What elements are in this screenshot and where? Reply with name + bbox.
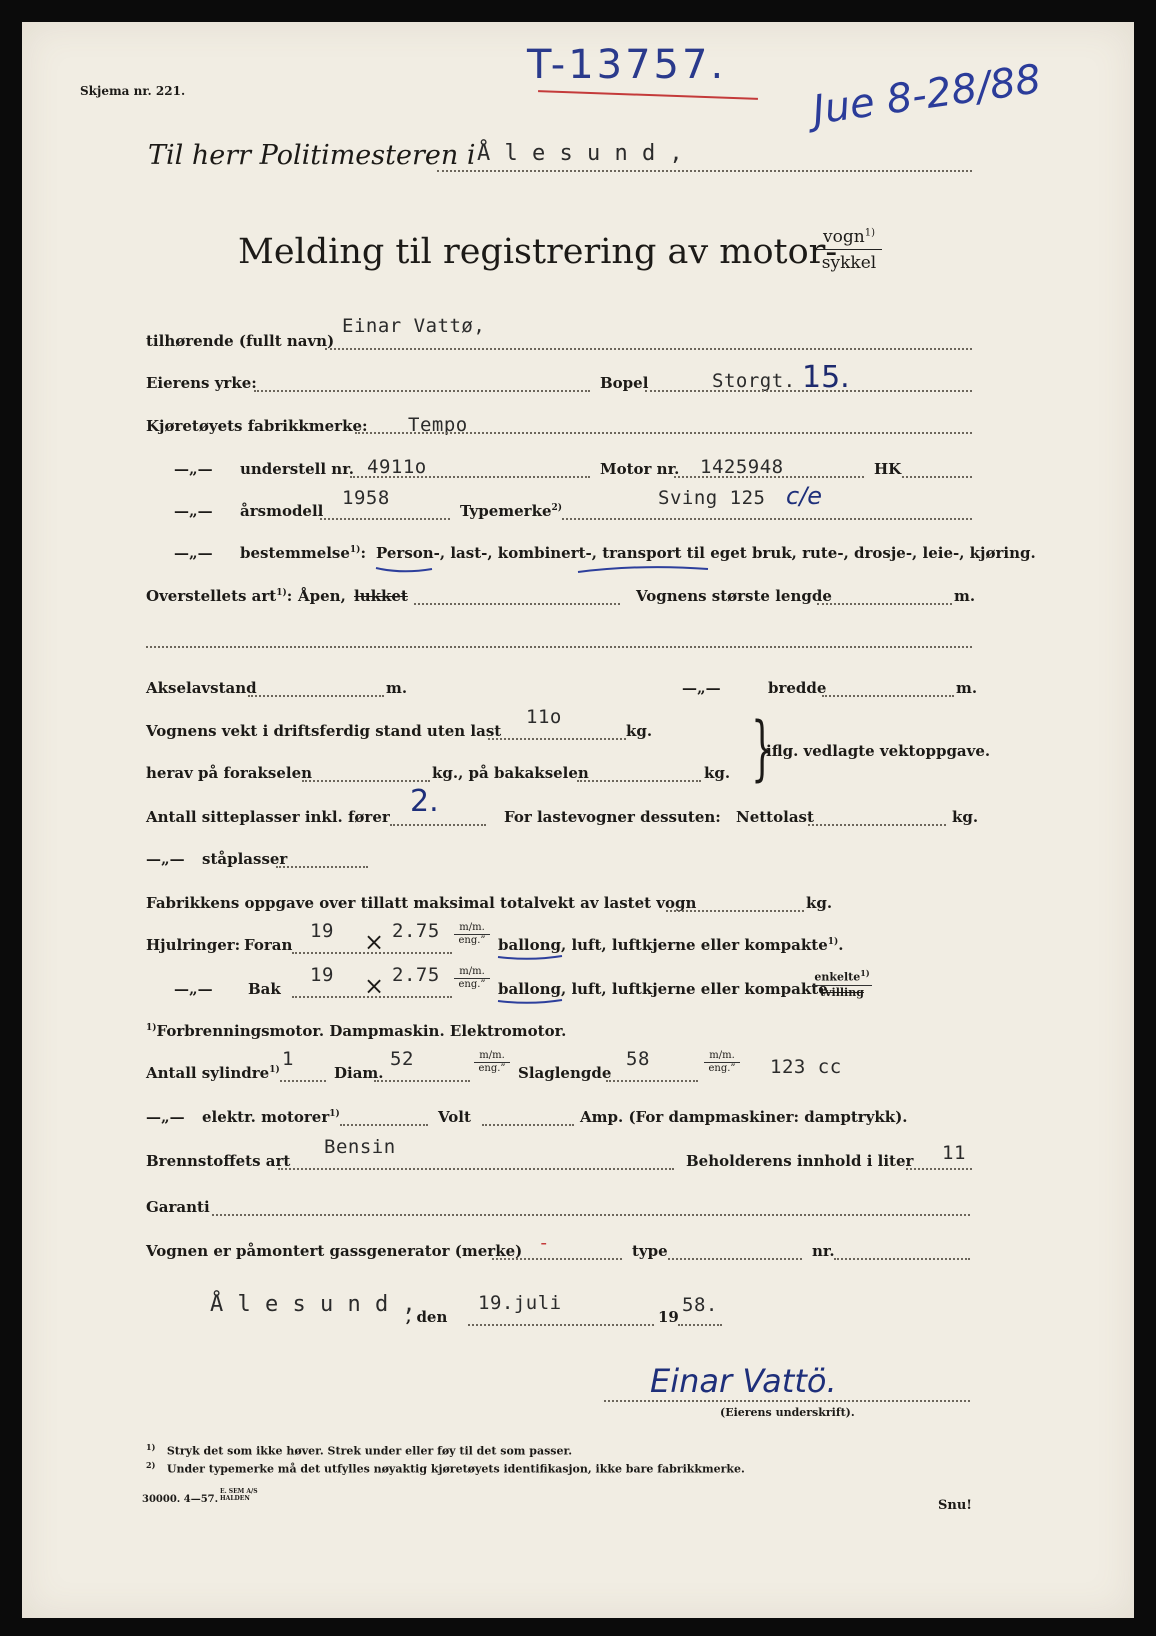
chassis-line — [350, 476, 590, 478]
purpose-mark-transport — [578, 567, 708, 572]
elec-line — [340, 1124, 428, 1126]
footnote-1 — [146, 1442, 572, 1458]
front-axle-label: herav på forakselen — [146, 764, 313, 782]
wheels-rear-b: 2.75 — [392, 964, 440, 986]
rear-axle-label: kg., på bakakselen — [432, 764, 589, 782]
type-sup: 2) — [551, 503, 563, 513]
volt-label: Volt — [438, 1108, 471, 1126]
engine-types — [146, 1022, 566, 1040]
cyl-label — [146, 1064, 280, 1082]
wheels-front-sup: 1) — [827, 937, 839, 947]
owner-line — [325, 348, 972, 350]
printer-code: 30000. 4—57. — [142, 1494, 219, 1505]
cargo-label: For lastevogner dessuten: — [504, 808, 721, 826]
occupation-line — [254, 390, 590, 392]
footnote-1-mark: 1) — [146, 1442, 156, 1452]
seats-line — [390, 824, 486, 826]
wheelbase-unit: m. — [386, 679, 408, 697]
diam-line — [374, 1080, 470, 1082]
owner-signature: Einar Vattö. — [650, 1362, 837, 1400]
type-label-text: Typemerke — [460, 502, 552, 520]
case-number: T-13757. — [527, 42, 727, 88]
purpose-sup: 1) — [349, 545, 361, 555]
body-sup: 1) — [276, 588, 287, 598]
purpose-label-text: bestemmelse — [240, 544, 350, 562]
length-line — [817, 603, 952, 605]
standing-line — [276, 866, 368, 868]
diam-unit-top: m/m. — [474, 1050, 510, 1063]
form-title: Melding til registrering av motor- — [238, 232, 838, 272]
motor-value: 1425948 — [700, 456, 784, 478]
ditto-year: —„— — [174, 502, 213, 520]
purpose-sep: : — [360, 544, 366, 562]
wheels-front-mark — [498, 956, 562, 959]
body-label — [146, 587, 292, 605]
diam-unit-bottom: eng.” — [478, 1063, 506, 1074]
wheelbase-line — [248, 695, 384, 697]
amp-label: Amp. (For dampmaskiner: damptrykk). — [580, 1108, 908, 1126]
form-number: Skjema nr. 221. — [80, 84, 186, 98]
printer-name-bottom: HALDEN — [220, 1495, 250, 1502]
signature-place: Å l e s u n d , — [210, 1292, 417, 1317]
owner-value: Einar Vattø, — [342, 315, 486, 337]
red-underline — [538, 90, 758, 100]
wheels-twin: tvilling — [820, 985, 864, 999]
type-label — [460, 502, 562, 520]
make-label: Kjøretøyets fabrikkmerke: — [146, 417, 368, 435]
weight-brace: } — [751, 707, 774, 789]
footnote-2-text: Under typemerke må det utfylles nøyaktig kjøretøyets identifikasjon, ikke bare fabrikkmerke. — [166, 1462, 745, 1476]
wheelbase-label: Akselavstand — [146, 679, 257, 697]
wheels-rear-fraction — [812, 966, 872, 1000]
ditto-purpose: —„— — [174, 544, 213, 562]
title-frac-sup: 1) — [864, 227, 875, 239]
elec-sup: 1) — [329, 1109, 340, 1119]
stroke-value: 58 — [626, 1048, 650, 1070]
wheels-single — [812, 966, 872, 986]
weight-label: Vognens vekt i driftsferdig stand uten last — [146, 722, 502, 740]
standing-label: ståplasser — [202, 850, 288, 868]
owner-label: tilhørende (fullt navn) — [146, 332, 335, 350]
make-line — [355, 432, 972, 434]
net-label: Nettolast — [736, 808, 814, 826]
length-label: Vognens største lengde — [636, 587, 832, 605]
tank-label: Beholderens innhold i liter — [686, 1152, 914, 1170]
gas-label: Vognen er påmontert gassgenerator (merke) — [146, 1242, 523, 1260]
front-axle-line — [302, 780, 430, 782]
address-line — [645, 390, 972, 392]
cyl-sup: 1) — [269, 1065, 280, 1075]
year-label: årsmodell — [240, 502, 324, 520]
wheels-rear-unit — [454, 966, 490, 991]
turn-page: Snu! — [938, 1498, 972, 1513]
ditto-chassis: —„— — [174, 460, 213, 478]
address-label: Bopel — [600, 374, 649, 392]
diam-value: 52 — [390, 1048, 414, 1070]
ditto-elec: —„— — [146, 1108, 185, 1126]
weight-unit: kg. — [626, 722, 653, 740]
body-sep: : — [286, 587, 293, 605]
wheels-rear-mark — [498, 1000, 562, 1003]
engine-types-sup: 1) — [146, 1023, 157, 1033]
wheels-single-sup: 1) — [860, 968, 870, 978]
gas-type-line — [668, 1258, 802, 1260]
printer-name — [220, 1488, 258, 1502]
make-value: Tempo — [408, 414, 468, 436]
addressee-city: Å l e s u n d , — [477, 141, 684, 166]
title-fraction — [816, 227, 882, 273]
footnote-1-text: Stryk det som ikke høver. Strek under eller føy til det som passer. — [166, 1444, 573, 1458]
wheels-front-unit-top: m/m. — [454, 922, 490, 935]
max-weight-unit: kg. — [806, 894, 833, 912]
stroke-unit-bottom: eng.” — [708, 1063, 736, 1074]
type-line — [562, 518, 972, 520]
purpose-text: Person-, last-, kombinert-, transport til eget bruk, rute-, drosje-, leie-, kjøring. — [376, 544, 1036, 562]
hk-label: HK — [874, 460, 902, 478]
fuel-label: Brennstoffets art — [146, 1152, 291, 1170]
footnote-2 — [146, 1460, 745, 1476]
engine-types-text: Forbrenningsmotor. Dampmaskin. Elektromotor. — [156, 1022, 567, 1040]
ditto-wheels-rear: —„— — [174, 980, 213, 998]
tank-line — [906, 1168, 972, 1170]
signature-den: , den — [406, 1308, 448, 1326]
address-value: Storgt. — [712, 370, 796, 392]
wheels-front-b: 2.75 — [392, 920, 440, 942]
year-value: 1958 — [342, 487, 390, 509]
signature-year-suffix: 58. — [682, 1294, 718, 1316]
max-weight-label: Fabrikkens oppgave over tillatt maksimal totalvekt av lastet vogn — [146, 894, 697, 912]
signature-caption: (Eierens underskrift). — [720, 1406, 855, 1419]
form-page — [22, 22, 1134, 1618]
fuel-line — [278, 1168, 674, 1170]
signature-year-prefix: 19 — [658, 1308, 679, 1326]
wheels-rear-line — [292, 996, 452, 998]
cyl-line — [280, 1080, 326, 1082]
purpose-underline — [372, 560, 732, 576]
weight-line — [488, 738, 626, 740]
width-unit: m. — [956, 679, 978, 697]
wheels-front-times: × — [364, 928, 385, 956]
tank-value: 11 — [942, 1142, 966, 1164]
weight-note: iflg. vedlagte vektoppgave. — [766, 742, 991, 760]
chassis-value: 4911o — [367, 456, 427, 478]
gas-line — [492, 1258, 622, 1260]
width-line — [822, 695, 954, 697]
blank-line — [146, 646, 972, 648]
ditto-width: —„— — [682, 679, 721, 697]
footnote-2-mark: 2) — [146, 1460, 156, 1470]
wheels-rear-times: × — [364, 972, 385, 1000]
net-line — [808, 824, 946, 826]
gas-value: - — [538, 1232, 550, 1254]
seats-label: Antall sitteplasser inkl. fører — [146, 808, 390, 826]
title-frac-bottom: sykkel — [821, 253, 877, 273]
cyl-value: 1 — [282, 1048, 294, 1070]
wheels-front-line — [292, 952, 452, 954]
wheels-rear-unit-top: m/m. — [454, 966, 490, 979]
guarantee-label: Garanti — [146, 1198, 210, 1216]
wheels-front-a: 19 — [310, 920, 334, 942]
rear-axle-line — [577, 780, 701, 782]
corner-note: Jue 8-28/88 — [809, 56, 1044, 134]
signature-date: 19.juli — [478, 1292, 562, 1314]
signature-year-line — [678, 1324, 722, 1326]
fuel-value: Bensin — [324, 1136, 396, 1158]
wheels-rear-underline — [496, 996, 566, 1006]
type-hand: c/e — [786, 482, 823, 510]
wheels-front-unit-bottom: eng.” — [458, 935, 486, 946]
body-open: Åpen, — [298, 587, 346, 605]
diam-unit — [474, 1050, 510, 1075]
rear-axle-unit: kg. — [704, 764, 731, 782]
stroke-line — [606, 1080, 698, 1082]
width-label: bredde — [768, 679, 827, 697]
elec-label — [202, 1108, 340, 1126]
signature-line — [604, 1400, 970, 1402]
stroke-unit — [704, 1050, 740, 1075]
net-unit: kg. — [952, 808, 979, 826]
address-number: 15. — [802, 360, 850, 395]
wheels-rear-label: Bak — [248, 980, 281, 998]
stroke-unit-top: m/m. — [704, 1050, 740, 1063]
elec-label-text: elektr. motorer — [202, 1108, 330, 1126]
wheels-front-underline — [496, 952, 566, 962]
title-frac-top: vogn — [823, 227, 865, 247]
length-unit: m. — [954, 587, 976, 605]
addressee-line — [437, 170, 972, 172]
hk-line — [902, 476, 972, 478]
wheels-single-text: enkelte — [814, 970, 861, 984]
chassis-label: understell nr. — [240, 460, 354, 478]
purpose-mark-person — [376, 568, 432, 571]
weight-value: 11o — [526, 706, 562, 728]
gas-nr-line — [834, 1258, 970, 1260]
purpose-label — [240, 544, 366, 562]
printer-name-top: E. SEM A/S — [220, 1488, 258, 1495]
signature-date-line — [468, 1324, 654, 1326]
gas-type-label: type — [632, 1242, 668, 1260]
guarantee-line — [212, 1214, 970, 1216]
body-label-text: Overstellets art — [146, 587, 277, 605]
volt-line — [482, 1124, 574, 1126]
wheels-front-types-text: ballong, luft, luftkjerne eller kompakte — [498, 936, 828, 954]
occupation-label: Eierens yrke: — [146, 374, 257, 392]
wheels-front-unit — [454, 922, 490, 947]
wheels-front-label: Foran — [244, 936, 293, 954]
cc-value: 123 cc — [770, 1056, 842, 1078]
diam-label: Diam. — [334, 1064, 384, 1082]
stroke-label: Slaglengde — [518, 1064, 612, 1082]
max-weight-line — [666, 910, 804, 912]
wheels-rear-unit-bottom: eng.” — [458, 979, 486, 990]
motor-label: Motor nr. — [600, 460, 680, 478]
motor-line — [674, 476, 864, 478]
body-closed: lukket — [354, 587, 408, 605]
wheels-front-end: . — [838, 936, 844, 954]
type-value: Sving 125 — [658, 487, 766, 509]
wheels-label: Hjulringer: — [146, 936, 241, 954]
addressee-label: Til herr Politimesteren i — [148, 140, 476, 171]
year-line — [320, 518, 450, 520]
wheels-rear-types: ballong, luft, luftkjerne eller kompakte — [498, 980, 828, 998]
gas-nr-label: nr. — [812, 1242, 835, 1260]
cyl-label-text: Antall sylindre — [146, 1064, 270, 1082]
body-line — [414, 603, 620, 605]
wheels-rear-a: 19 — [310, 964, 334, 986]
seats-value: 2. — [410, 784, 439, 819]
ditto-standing: —„— — [146, 850, 185, 868]
